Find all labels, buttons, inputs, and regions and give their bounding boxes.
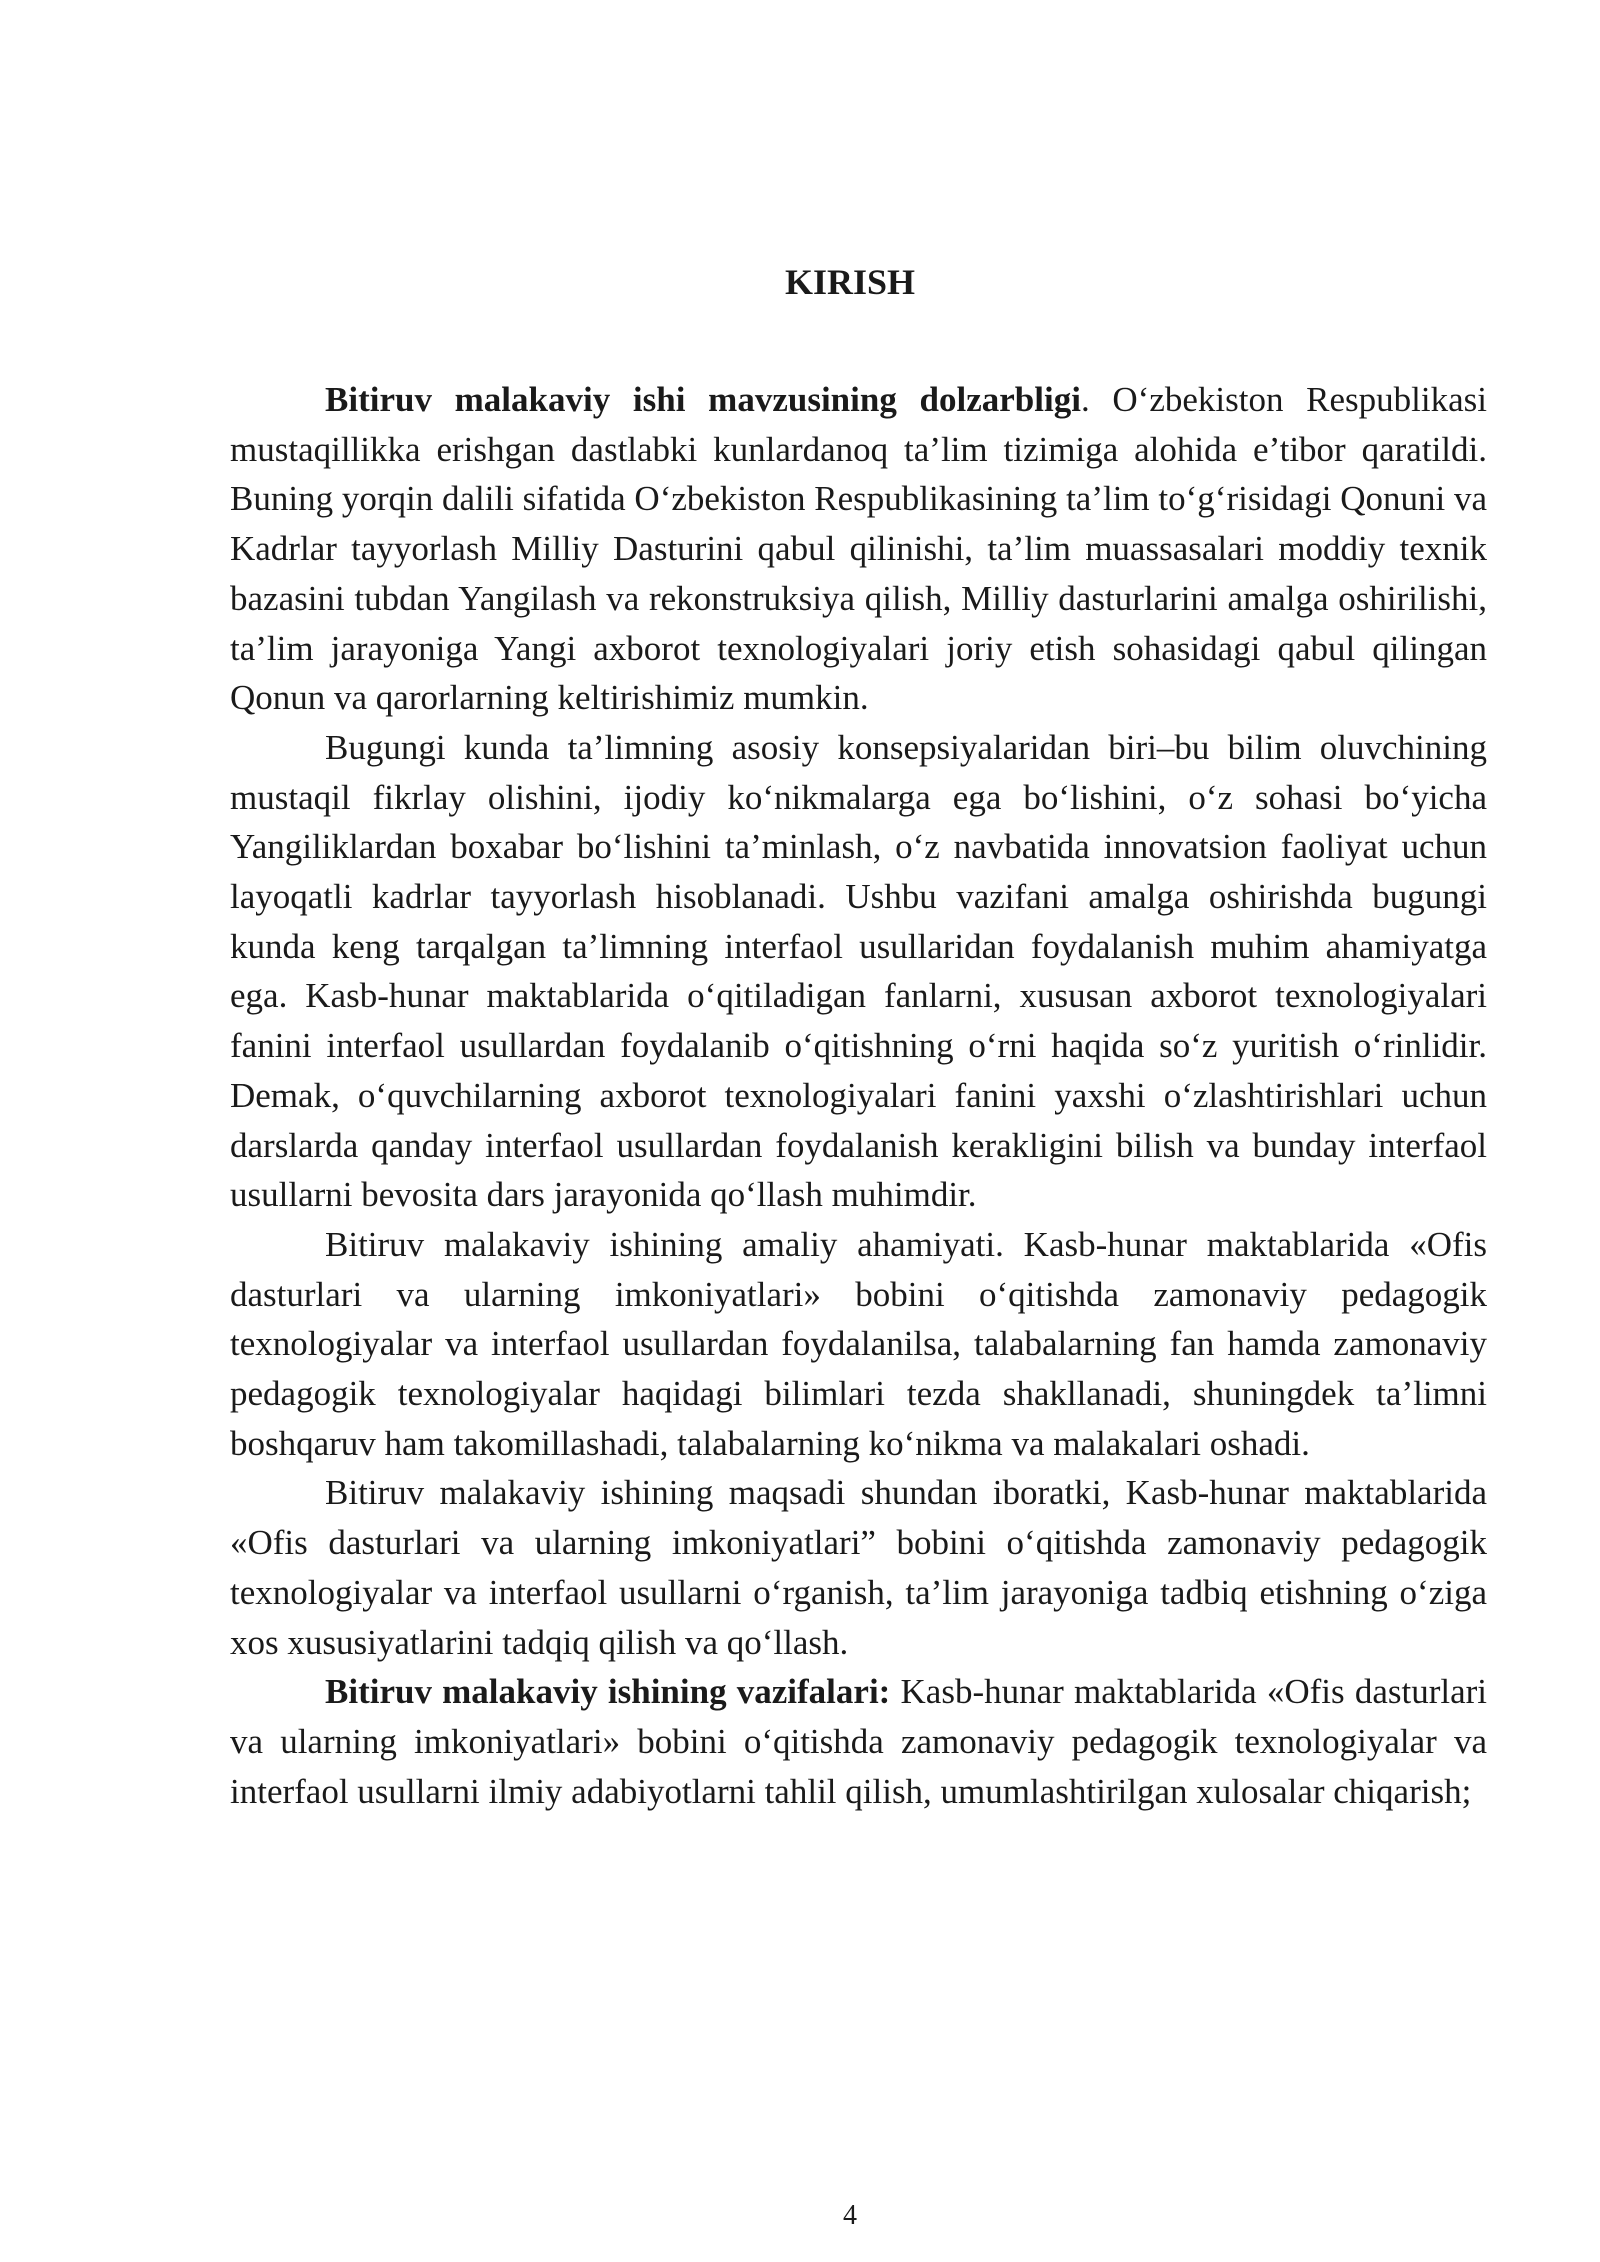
paragraph-practical-importance bbox=[230, 1220, 1487, 1469]
paragraph-relevance bbox=[230, 375, 1487, 723]
paragraph-goal bbox=[230, 1468, 1487, 1667]
paragraph-tasks bbox=[230, 1667, 1487, 1816]
paragraph-text: Kasb-hunar maktablarida «Ofis dasturlari va ularning imkoniyatlari» bobini o‘qitishda zamonaviy pedagogik texnologiyalar va interfaol usullarni ilmiy adabiyotlarni tahlil qilish, umumlashtirilgan xulosalar chiqarish; bbox=[230, 1672, 1487, 1811]
paragraph-lead: Bitiruv malakaviy ishi mavzusining dolzarbligi bbox=[325, 380, 1081, 419]
page-number: 4 bbox=[843, 2200, 857, 2231]
document-body bbox=[230, 375, 1487, 1816]
paragraph-text: Bitiruv malakaviy ishining maqsadi shundan iboratki, Kasb-hunar maktablarida «Ofis dasturlari va ularning imkoniyatlari” bobini o‘qitishda zamonaviy pedagogik texnologiyalar va interfaol usullarni o‘rganish, ta’lim jarayoniga tadbiq etishning o‘ziga xos xususiyatlarini tadqiq qilish va qo‘llash. bbox=[230, 1473, 1487, 1662]
paragraph-text: . O‘zbekiston Respublikasi mustaqillikka erishgan dastlabki kunlardanoq ta’lim tizimiga alohida e’tibor qaratildi. Buning yorqin dalili sifatida O‘zbekiston Respublikasining ta’lim to‘g‘risidagi Qonuni va Kadrlar tayyorlash Milliy Dasturini qabul qilinishi, ta’lim muassasalari moddiy texnik bazasini tubdan Yangilash va rekonstruksiya qilish, Milliy dasturlarini amalga oshirilishi, ta’lim jarayoniga Yangi axborot texnologiyalari joriy etish sohasidagi qabul qilingan Qonun va qarorlarning keltirishimiz mumkin. bbox=[230, 380, 1487, 718]
paragraph-text: Bitiruv malakaviy ishining amaliy ahamiyati. Kasb-hunar maktablarida «Ofis dasturlari va ularning imkoniyatlari» bobini o‘qitishda zamonaviy pedagogik texnologiyalar va interfaol usullardan foydalanilsa, talabalarning fan hamda zamonaviy pedagogik texnologiyalar haqidagi bilimlari tezda shakllanadi, shuningdek ta’limni boshqaruv ham takomillashadi, talabalarning ko‘nikma va malakalari oshadi. bbox=[230, 1224, 1487, 1463]
paragraph-concept bbox=[230, 723, 1487, 1220]
paragraph-lead: Bitiruv malakaviy ishining vazifalari: bbox=[325, 1672, 891, 1712]
page-title: KIRISH bbox=[784, 262, 916, 302]
paragraph-text: Bugungi kunda ta’limning asosiy konsepsiyalaridan biri–bu bilim oluvchining mustaqil fikrlay olishini, ijodiy ko‘nikmalarga ega bo‘lishini, o‘z sohasi bo‘yicha Yangiliklardan boxabar bo‘lishini ta’minlash, o‘z navbatida innovatsion faoliyat uchun layoqatli kadrlar tayyorlash hisoblanadi. Ushbu vazifani amalga oshirishda bugungi kunda keng tarqalgan ta’limning interfaol usullaridan foydalanish muhim ahamiyatga ega. Kasb-hunar maktablarida o‘qitiladigan fanlarni, xususan axborot texnologiyalari fanini interfaol usullardan foydalanib o‘qitishning o‘rni haqida so‘z yuritish o‘rinlidir. Demak, o‘quvchilarning axborot texnologiyalari fanini yaxshi o‘zlashtirishlari uchun darslarda qanday interfaol usullardan foydalanish kerakligini bilish va bunday interfaol usullarni bevosita dars jarayonida qo‘llash muhimdir. bbox=[230, 727, 1487, 1215]
